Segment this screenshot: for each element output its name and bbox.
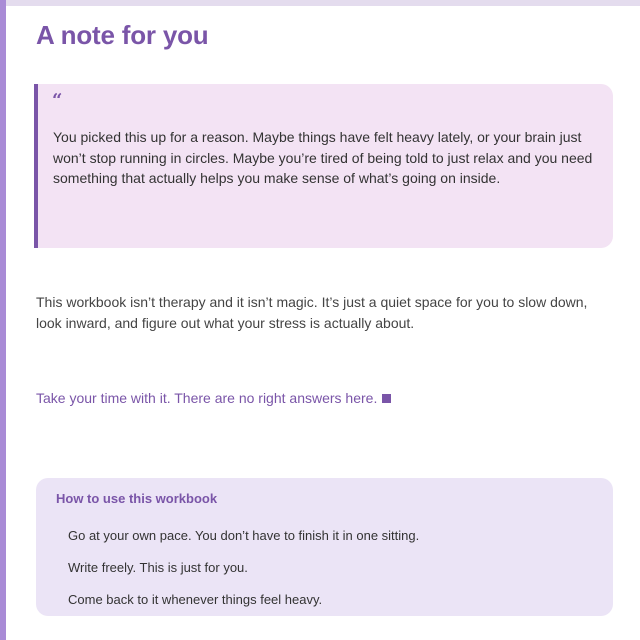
closing-text: Take your time with it. There are no right answers here.	[36, 390, 378, 406]
quote-text: You picked this up for a reason. Maybe things have felt heavy lately, or your brain just won’t stop running in circles. Maybe you’re tired of being told to just relax and you need something that actually helps you make sense of what’s going on inside.	[53, 129, 593, 186]
quote-mark-icon: “	[52, 90, 63, 111]
body-paragraph: This workbook isn’t therapy and it isn’t magic. It’s just a quiet space for you to slow down, look inward, and figure out what your stress is actually about.	[36, 294, 588, 331]
how-to-title: How to use this workbook	[56, 491, 218, 506]
how-to-item: Write freely. This is just for you.	[68, 560, 248, 575]
top-border	[0, 0, 640, 6]
how-to-item: Go at your own pace. You don’t have to finish it in one sitting.	[68, 528, 420, 543]
how-to-list	[68, 528, 419, 624]
closing-line	[36, 388, 391, 408]
left-accent-stripe	[0, 0, 6, 640]
quote-card	[34, 84, 613, 248]
end-square-icon	[382, 394, 391, 403]
page-title: A note for you	[36, 20, 209, 50]
how-to-card	[36, 478, 613, 616]
how-to-item: Come back to it whenever things feel heavy.	[68, 592, 323, 607]
